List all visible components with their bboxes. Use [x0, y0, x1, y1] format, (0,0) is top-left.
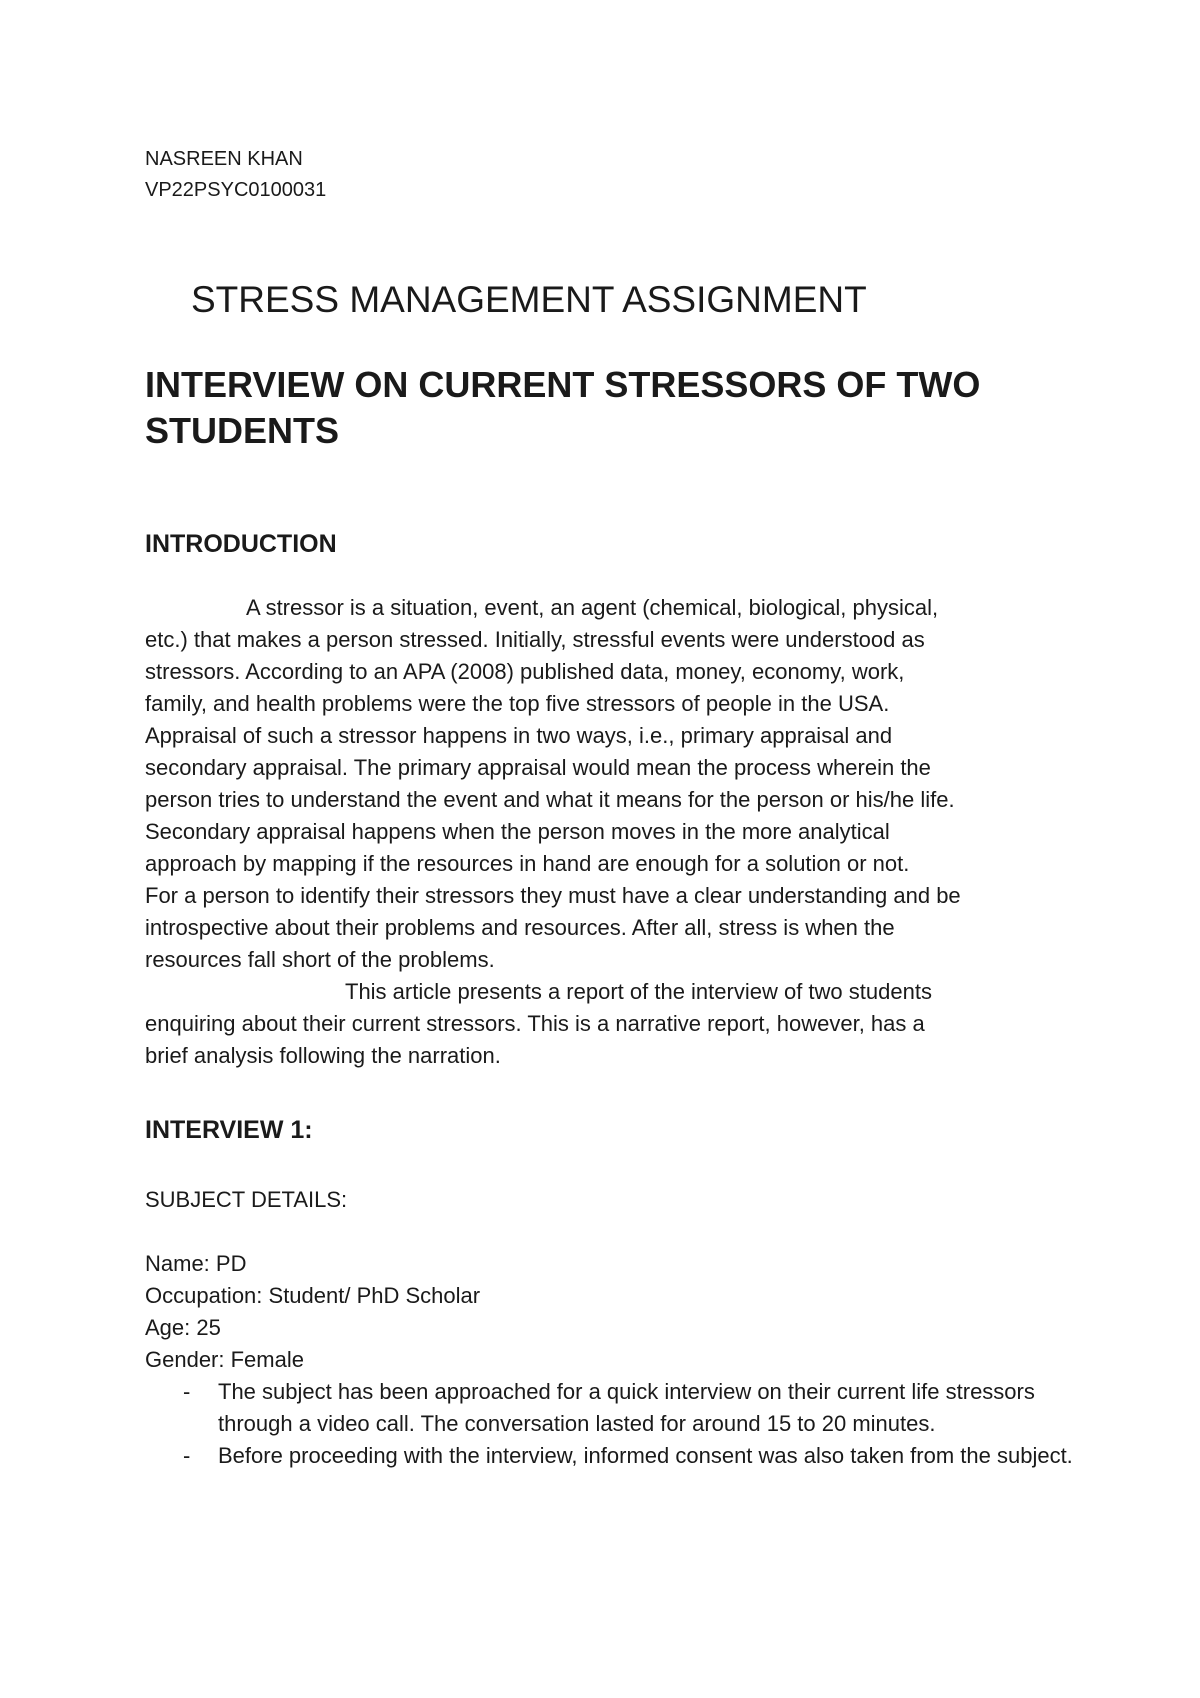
intro-line: enquiring about their current stressors. This is a narrative report, however, has a	[145, 1011, 925, 1036]
intro-line: secondary appraisal. The primary appraisal would mean the process wherein the	[145, 755, 931, 780]
intro-line: Appraisal of such a stressor happens in two ways, i.e., primary appraisal and	[145, 723, 893, 748]
bullet-text: The subject has been approached for a quick interview on their current life stressors through a video call. The conversation lasted for around 15 to 20 minutes.	[218, 1379, 1035, 1436]
detail-occupation: Occupation: Student/ PhD Scholar	[145, 1283, 481, 1308]
intro-line: approach by mapping if the resources in hand are enough for a solution or not.	[145, 851, 910, 876]
intro-line: person tries to understand the event and what it means for the person or his/he life.	[145, 787, 955, 812]
interview1-heading: INTERVIEW 1:	[145, 1116, 313, 1144]
introduction-heading: INTRODUCTION	[145, 530, 337, 558]
intro-line: For a person to identify their stressors they must have a clear understanding and be	[145, 883, 961, 908]
list-item	[145, 1440, 1075, 1472]
bullet-dash: -	[183, 1443, 191, 1468]
detail-age: Age: 25	[145, 1315, 221, 1340]
intro-line: etc.) that makes a person stressed. Initially, stressful events were understood as	[145, 627, 925, 652]
list-item	[145, 1376, 1075, 1440]
author-name: NASREEN KHAN	[145, 148, 303, 170]
introduction-body	[145, 592, 1065, 1072]
intro-line: Secondary appraisal happens when the person moves in the more analytical	[145, 819, 890, 844]
author-id: VP22PSYC0100031	[145, 179, 327, 201]
intro-line: brief analysis following the narration.	[145, 1043, 501, 1068]
intro-line: resources fall short of the problems.	[145, 947, 495, 972]
bullet-text: Before proceeding with the interview, informed consent was also taken from the subject.	[218, 1443, 1073, 1468]
intro-line: This article presents a report of the interview of two students	[345, 979, 932, 1004]
intro-line: A stressor is a situation, event, an agent (chemical, biological, physical,	[246, 595, 939, 620]
intro-line: stressors. According to an APA (2008) published data, money, economy, work,	[145, 659, 905, 684]
detail-name: Name: PD	[145, 1251, 247, 1276]
detail-gender: Gender: Female	[145, 1347, 304, 1372]
intro-line: introspective about their problems and resources. After all, stress is when the	[145, 915, 895, 940]
bullet-dash: -	[183, 1379, 191, 1404]
main-title: INTERVIEW ON CURRENT STRESSORS OF TWO STUDENTS	[145, 364, 981, 451]
interview1-bullet-list	[145, 1376, 1075, 1472]
assignment-title: STRESS MANAGEMENT ASSIGNMENT	[191, 279, 867, 320]
subject-details	[145, 1248, 480, 1376]
intro-line: family, and health problems were the top five stressors of people in the USA.	[145, 691, 890, 716]
subject-details-label: SUBJECT DETAILS:	[145, 1187, 348, 1212]
